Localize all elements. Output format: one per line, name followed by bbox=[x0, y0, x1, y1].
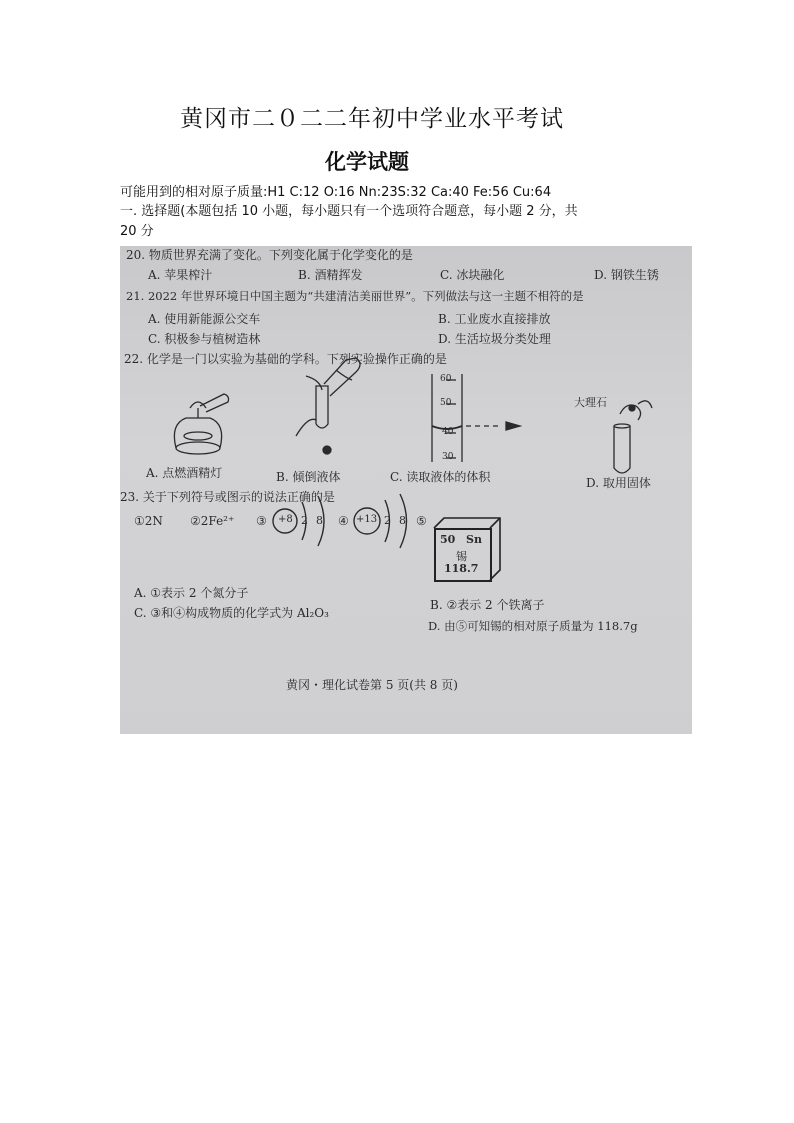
q22-option-d: D. 取用固体 bbox=[586, 476, 651, 490]
symbol-2: ②2Fe²⁺ bbox=[190, 514, 235, 528]
q20-option-d: D. 钢铁生锈 bbox=[594, 268, 659, 282]
cylinder-tick-50: 50 bbox=[440, 398, 452, 408]
atom4-shell-1: 2 bbox=[384, 514, 391, 527]
q21-option-b: B. 工业废水直接排放 bbox=[438, 312, 551, 326]
q23-option-b: B. ②表示 2 个铁离子 bbox=[430, 598, 545, 612]
symbol-3: ③ bbox=[256, 514, 267, 528]
section-instructions-line-b: 20 分 bbox=[120, 224, 154, 239]
section-instructions-line-a: 一. 选择题(本题包括 10 小题，每小题只有一个选项符合题意，每小题 2 分，共 bbox=[120, 204, 578, 219]
cylinder-tick-60: 60 bbox=[440, 374, 452, 384]
symbol-4: ④ bbox=[338, 514, 349, 528]
cylinder-tick-30: 30 bbox=[442, 452, 454, 462]
q20-stem: 20. 物质世界充满了变化。下列变化属于化学变化的是 bbox=[126, 248, 413, 262]
q20-option-b: B. 酒精挥发 bbox=[298, 268, 363, 282]
exam-subtitle: 化学试题 bbox=[325, 150, 409, 174]
q22-option-c: C. 读取液体的体积 bbox=[390, 470, 491, 484]
element-name: 锡 bbox=[456, 550, 467, 563]
element-symbol: Sn bbox=[466, 533, 482, 546]
marble-label: 大理石 bbox=[574, 396, 607, 409]
cylinder-tick-40: 40 bbox=[442, 427, 454, 437]
q21-option-c: C. 积极参与植树造林 bbox=[148, 332, 261, 346]
section-instructions bbox=[120, 202, 685, 242]
q23-option-d: D. 由⑤可知锡的相对原子质量为 118.7g bbox=[428, 619, 638, 633]
q22-option-b: B. 倾倒液体 bbox=[276, 470, 341, 484]
q21-stem: 21. 2022 年世界环境日中国主题为“共建清洁美丽世界”。下列做法与这一主题不相符的是 bbox=[126, 289, 584, 303]
q20-option-a: A. 苹果榨汁 bbox=[148, 268, 213, 282]
solid-taking-illustration bbox=[614, 401, 652, 473]
q23-stem: 23. 关于下列符号或图示的说法正确的是 bbox=[120, 490, 335, 504]
q22-stem: 22. 化学是一门以实验为基础的学科。下列实验操作正确的是 bbox=[124, 352, 447, 366]
alcohol-lamp-illustration bbox=[174, 394, 228, 454]
q23-option-c: C. ③和④构成物质的化学式为 Al₂O₃ bbox=[134, 606, 329, 620]
atom3-shell-1: 2 bbox=[301, 514, 308, 527]
element-number: 50 bbox=[440, 533, 456, 546]
pouring-liquid-illustration bbox=[296, 358, 360, 454]
atom3-shell-2: 8 bbox=[316, 514, 323, 527]
exam-page-photo bbox=[120, 246, 692, 734]
atom4-shell-2: 8 bbox=[399, 514, 406, 527]
atom4-nucleus: +13 bbox=[356, 514, 378, 525]
symbol-5: ⑤ bbox=[416, 514, 427, 528]
q21-option-d: D. 生活垃圾分类处理 bbox=[438, 332, 551, 346]
exam-title: 黄冈市二０二二年初中学业水平考试 bbox=[180, 106, 564, 132]
page-footer: 黄冈・理化试卷第 5 页(共 8 页) bbox=[286, 678, 458, 692]
element-mass: 118.7 bbox=[444, 562, 479, 575]
q23-option-a: A. ①表示 2 个氮分子 bbox=[134, 586, 249, 600]
q22-option-a: A. 点燃酒精灯 bbox=[146, 466, 223, 480]
q21-option-a: A. 使用新能源公交车 bbox=[148, 312, 261, 326]
q20-option-c: C. 冰块融化 bbox=[440, 268, 505, 282]
symbol-1: ①2N bbox=[134, 514, 163, 528]
atomic-mass-line: 可能用到的相对原子质量:H1 C:12 O:16 Nn:23S:32 Ca:40 Fe:56 Cu:64 bbox=[120, 185, 552, 200]
graduated-cylinder-illustration bbox=[432, 374, 520, 462]
atom3-nucleus: +8 bbox=[278, 514, 293, 525]
